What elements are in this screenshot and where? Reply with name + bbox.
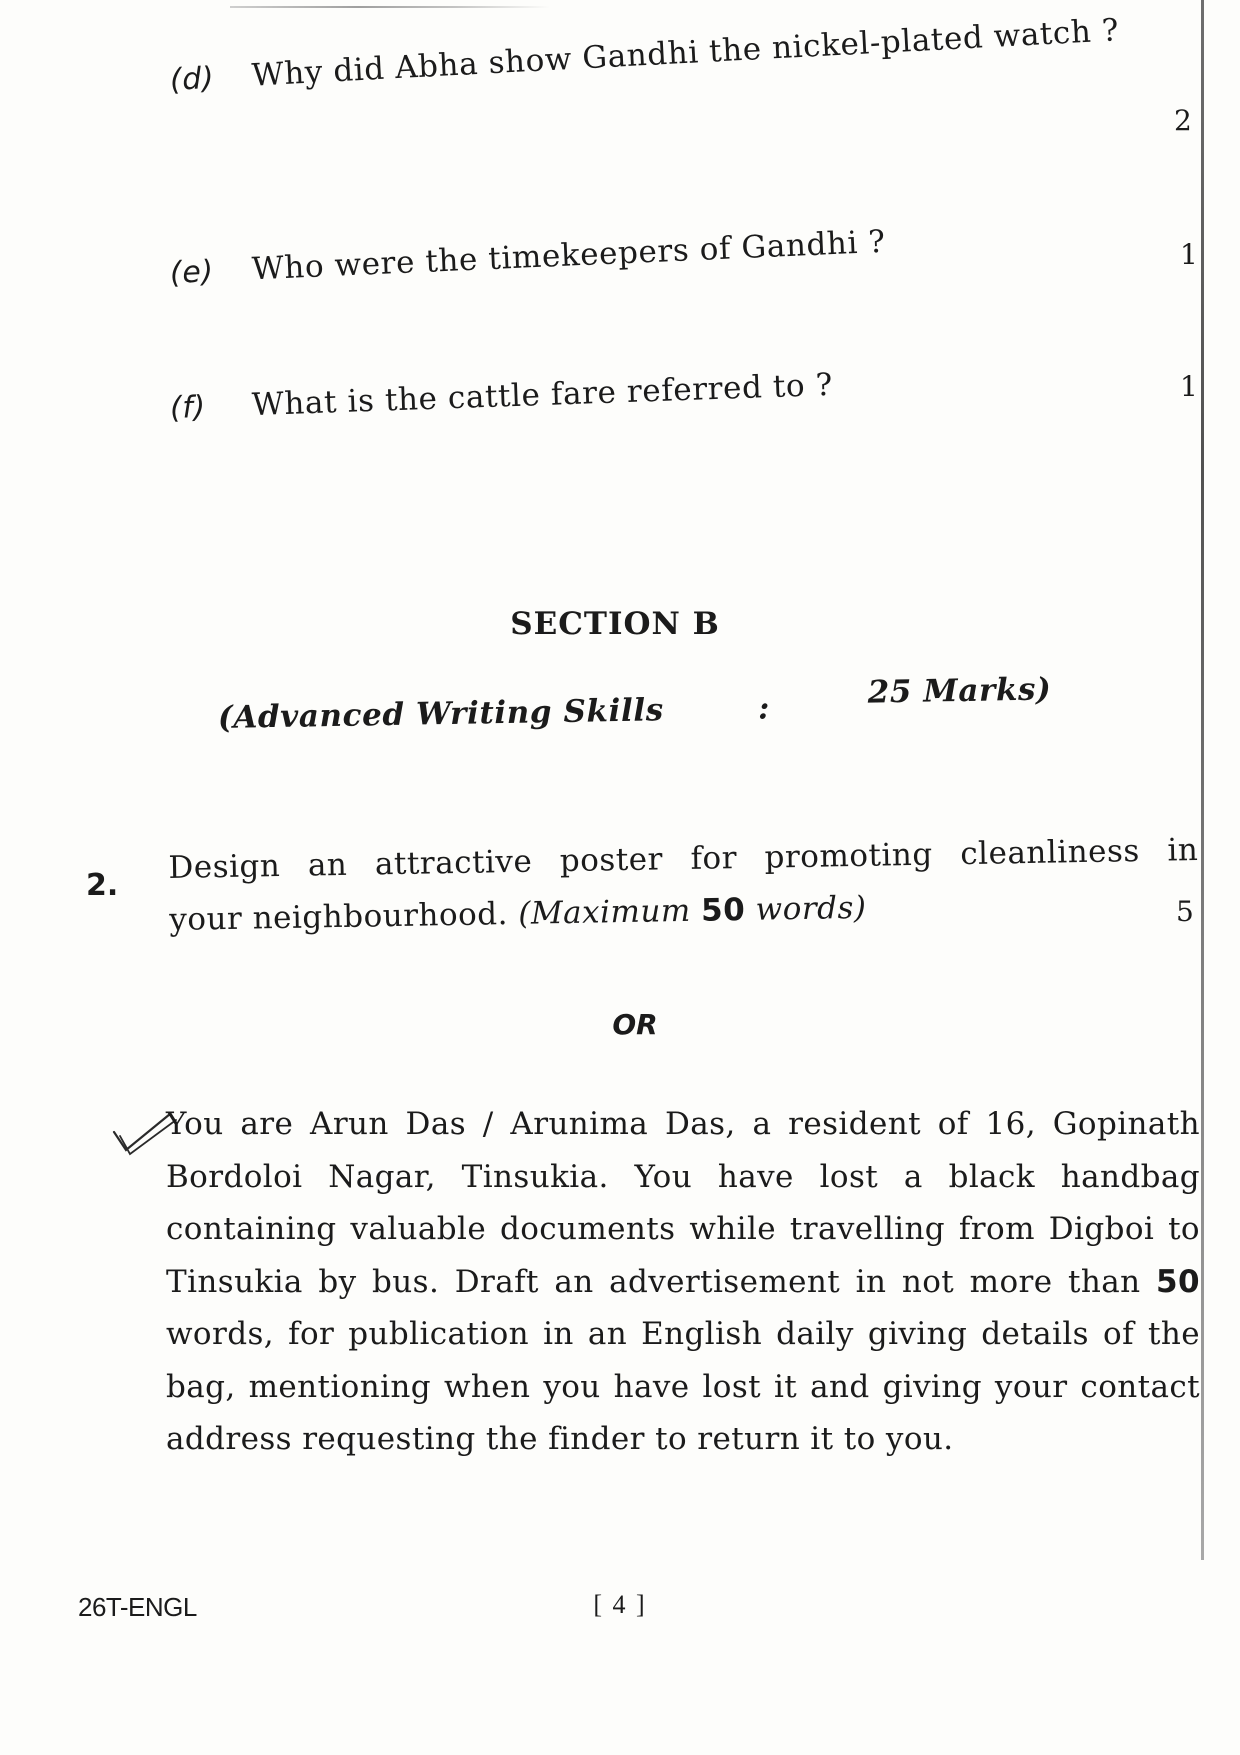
section-subtitle (217, 671, 1052, 736)
question-2-marks: 5 (1176, 895, 1194, 928)
alternative-part1: You are Arun Das / Arunima Das, a resident of 16, Gopinath Bordoloi Nagar, Tinsukia. You have lost a black handbag containing valuable documents while travelling from Digboi to Tinsukia by bus. Draft an advertisement in not more than (166, 1106, 1200, 1300)
question-2-line2-start: your neighbourhood. (169, 896, 509, 938)
or-divider: OR (612, 1008, 658, 1041)
question-2-word-count: 50 (700, 891, 746, 929)
question-2-line1: Design an attractive poster for promoting cleanliness in (168, 832, 1199, 886)
question-f-label: (f) (169, 389, 207, 426)
section-subtitle-colon: : (757, 690, 771, 727)
alternative-word-count: 50 (1156, 1263, 1200, 1300)
question-e-marks: 1 (1180, 238, 1198, 271)
question-d (169, 12, 1120, 98)
question-e-label: (e) (169, 254, 215, 291)
question-f (169, 367, 833, 426)
question-d-text: Why did Abha show Gandhi the nickel-plated watch ? (250, 12, 1120, 94)
alternative-part2: words, for publication in an English daily giving details of the bag, mentioning when you have lost it and giving your contact address requesting the finder to return it to you. (166, 1316, 1200, 1457)
question-d-marks: 2 (1174, 104, 1192, 137)
section-subtitle-marks: 25 Marks) (867, 671, 1052, 711)
question-2-limit-b: words) (755, 889, 867, 928)
alternative-question (166, 1098, 1200, 1466)
question-d-label: (d) (169, 60, 216, 98)
question-f-text: What is the cattle fare referred to ? (251, 366, 834, 424)
section-title: SECTION B (510, 606, 720, 642)
page-number: [ 4 ] (593, 1590, 647, 1619)
section-subtitle-left: (Advanced Writing Skills (217, 692, 665, 736)
scan-top-line (230, 6, 550, 8)
paper-code: 26T-ENGL (78, 1592, 197, 1622)
question-2-limit-a: (Maximum (517, 892, 692, 932)
question-e-text: Who were the timekeepers of Gandhi ? (251, 223, 887, 288)
question-f-marks: 1 (1180, 370, 1198, 403)
question-2-number: 2. (86, 868, 119, 903)
question-2-text (168, 824, 1200, 946)
question-e (169, 224, 886, 291)
page-edge-line (1201, 0, 1204, 1560)
